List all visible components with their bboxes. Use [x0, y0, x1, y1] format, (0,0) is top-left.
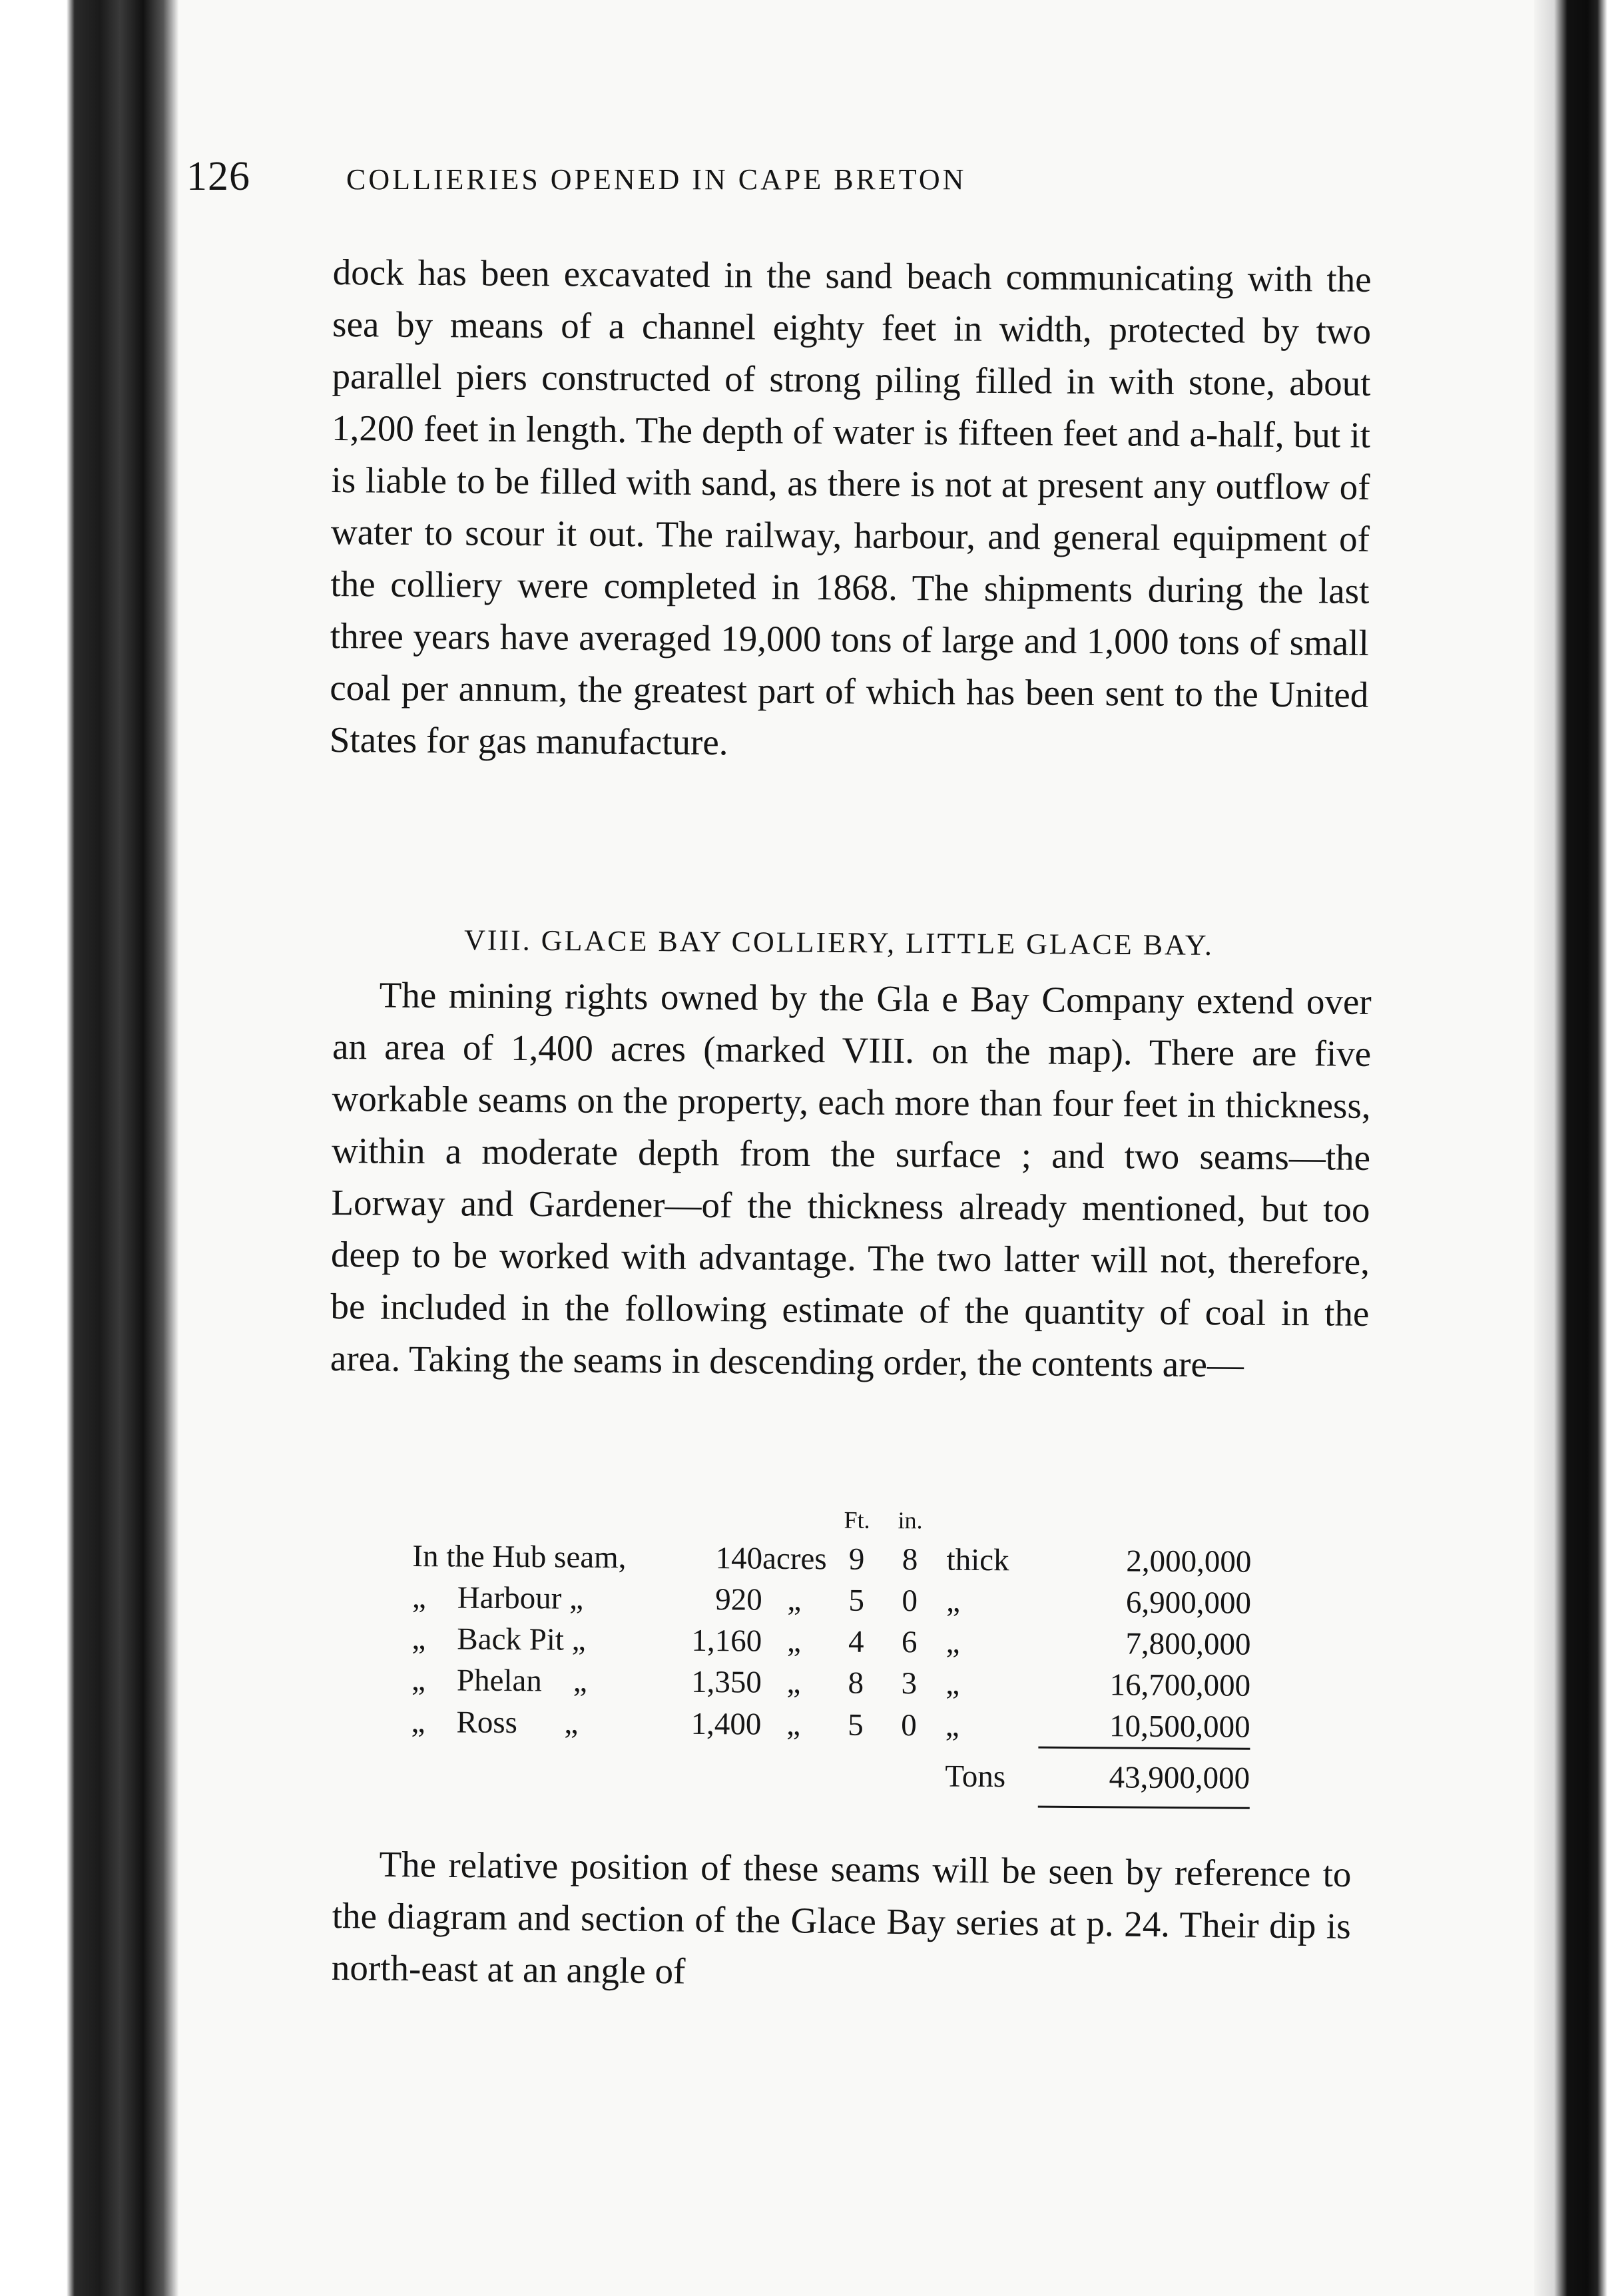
- seam-feet: 4: [848, 1624, 864, 1659]
- seam-acres: 1,160: [691, 1623, 762, 1659]
- seam-thick-label: thick: [946, 1542, 1009, 1578]
- seam-acres: 140: [715, 1541, 763, 1576]
- section-heading: VIII. GLACE BAY COLLIERY, LITTLE GLACE BAY.: [463, 924, 1214, 962]
- book-edge-right: [1534, 0, 1614, 2296]
- total-tons: 43,900,000: [1038, 1747, 1250, 1808]
- seam-acres-unit: „: [786, 1707, 801, 1742]
- seam-contents-table: [411, 1498, 1252, 1809]
- seam-acres-unit: acres: [762, 1541, 827, 1577]
- seam-name: „ Back Pit „: [411, 1621, 586, 1657]
- seam-feet: 9: [848, 1542, 865, 1577]
- seam-acres: 920: [715, 1582, 762, 1617]
- seam-thick-label: „: [945, 1666, 960, 1701]
- table-units-row: [413, 1498, 1252, 1542]
- seam-name: In the Hub seam,: [412, 1538, 627, 1576]
- seam-inches: 0: [902, 1583, 918, 1619]
- seam-tons: 7,800,000: [1125, 1626, 1251, 1662]
- paragraph-relative-position: The relative position of these seams will be seen by reference to the diagram and section of the Glace Bay series at p. 24. Their dip is north-east at an angle of: [331, 1843, 1352, 1992]
- seam-name: „ Ross „: [411, 1704, 579, 1741]
- seam-tons: 16,700,000: [1109, 1667, 1251, 1703]
- seam-feet: 5: [848, 1583, 865, 1618]
- seam-inches: 0: [900, 1707, 917, 1743]
- seam-acres: 1,350: [690, 1664, 762, 1700]
- table-row: [412, 1577, 1251, 1624]
- inches-unit-header: in.: [898, 1507, 923, 1534]
- seam-tons: 2,000,000: [1126, 1544, 1252, 1579]
- seam-name: „ Harbour „: [411, 1579, 584, 1616]
- feet-unit-header: Ft.: [844, 1506, 870, 1534]
- seam-inches: 6: [901, 1625, 918, 1660]
- seam-thick-label: „: [946, 1583, 961, 1619]
- paragraph-mining-rights: The mining rights owned by the Gla e Bay Company extend over an area of 1,400 acres (marked VIII. on the map). There are five workable seams on the property, each more than four feet in thickness, within a moderate depth from the surface ; and two seams—the Lorway and Gardener—of the thickness already mentioned, but too deep to be worked with advantage. The two latter will not, therefore, be included in the following estimate of the quantity of coal in the area. Taking the seams in descending order, the contents are—: [330, 974, 1372, 1385]
- running-head: [186, 153, 1278, 213]
- seam-inches: 3: [901, 1666, 918, 1701]
- book-gutter-left: [0, 0, 178, 2296]
- running-head-title: COLLIERIES OPENED IN CAPE BRETON: [346, 163, 967, 196]
- seam-thick-label: „: [945, 1708, 959, 1743]
- total-label: Tons: [945, 1759, 1006, 1795]
- seam-name: „ Phelan „: [411, 1662, 587, 1699]
- table-row: [411, 1618, 1250, 1665]
- table-row: [411, 1701, 1250, 1749]
- seam-tons: 10,500,000: [1109, 1709, 1250, 1745]
- seam-inches: 8: [902, 1542, 918, 1578]
- table-row: [412, 1536, 1251, 1583]
- seam-thick-label: „: [945, 1625, 960, 1660]
- seam-feet: 5: [847, 1707, 864, 1743]
- seam-acres-unit: „: [786, 1623, 802, 1659]
- seam-tons: 6,900,000: [1125, 1585, 1252, 1621]
- table-total-row: [411, 1743, 1250, 1808]
- table-row: [411, 1659, 1250, 1707]
- paragraph-dock-description: dock has been excavated in the sand beach communicating with the sea by means of a channel eighty feet in width, protected by two parallel piers constructed of strong piling filled in with stone, about 1,200 feet in length. The depth of water is fifteen feet and a-half, but it is liable to be filled with sand, as there is not at present any outflow of water to scour it out. The railway, harbour, and general equipment of the colliery were completed in 1868. The shipments during the last three years have averaged 19,000 tons of large and 1,000 tons of small coal per annum, the greatest part of which has been sent to the United States for gas manufacture.: [329, 251, 1372, 763]
- seam-acres: 1,400: [690, 1706, 762, 1742]
- seam-feet: 8: [848, 1665, 864, 1701]
- seam-acres-unit: „: [787, 1582, 802, 1618]
- seam-acres-unit: „: [786, 1665, 801, 1701]
- page-number: 126: [186, 154, 250, 199]
